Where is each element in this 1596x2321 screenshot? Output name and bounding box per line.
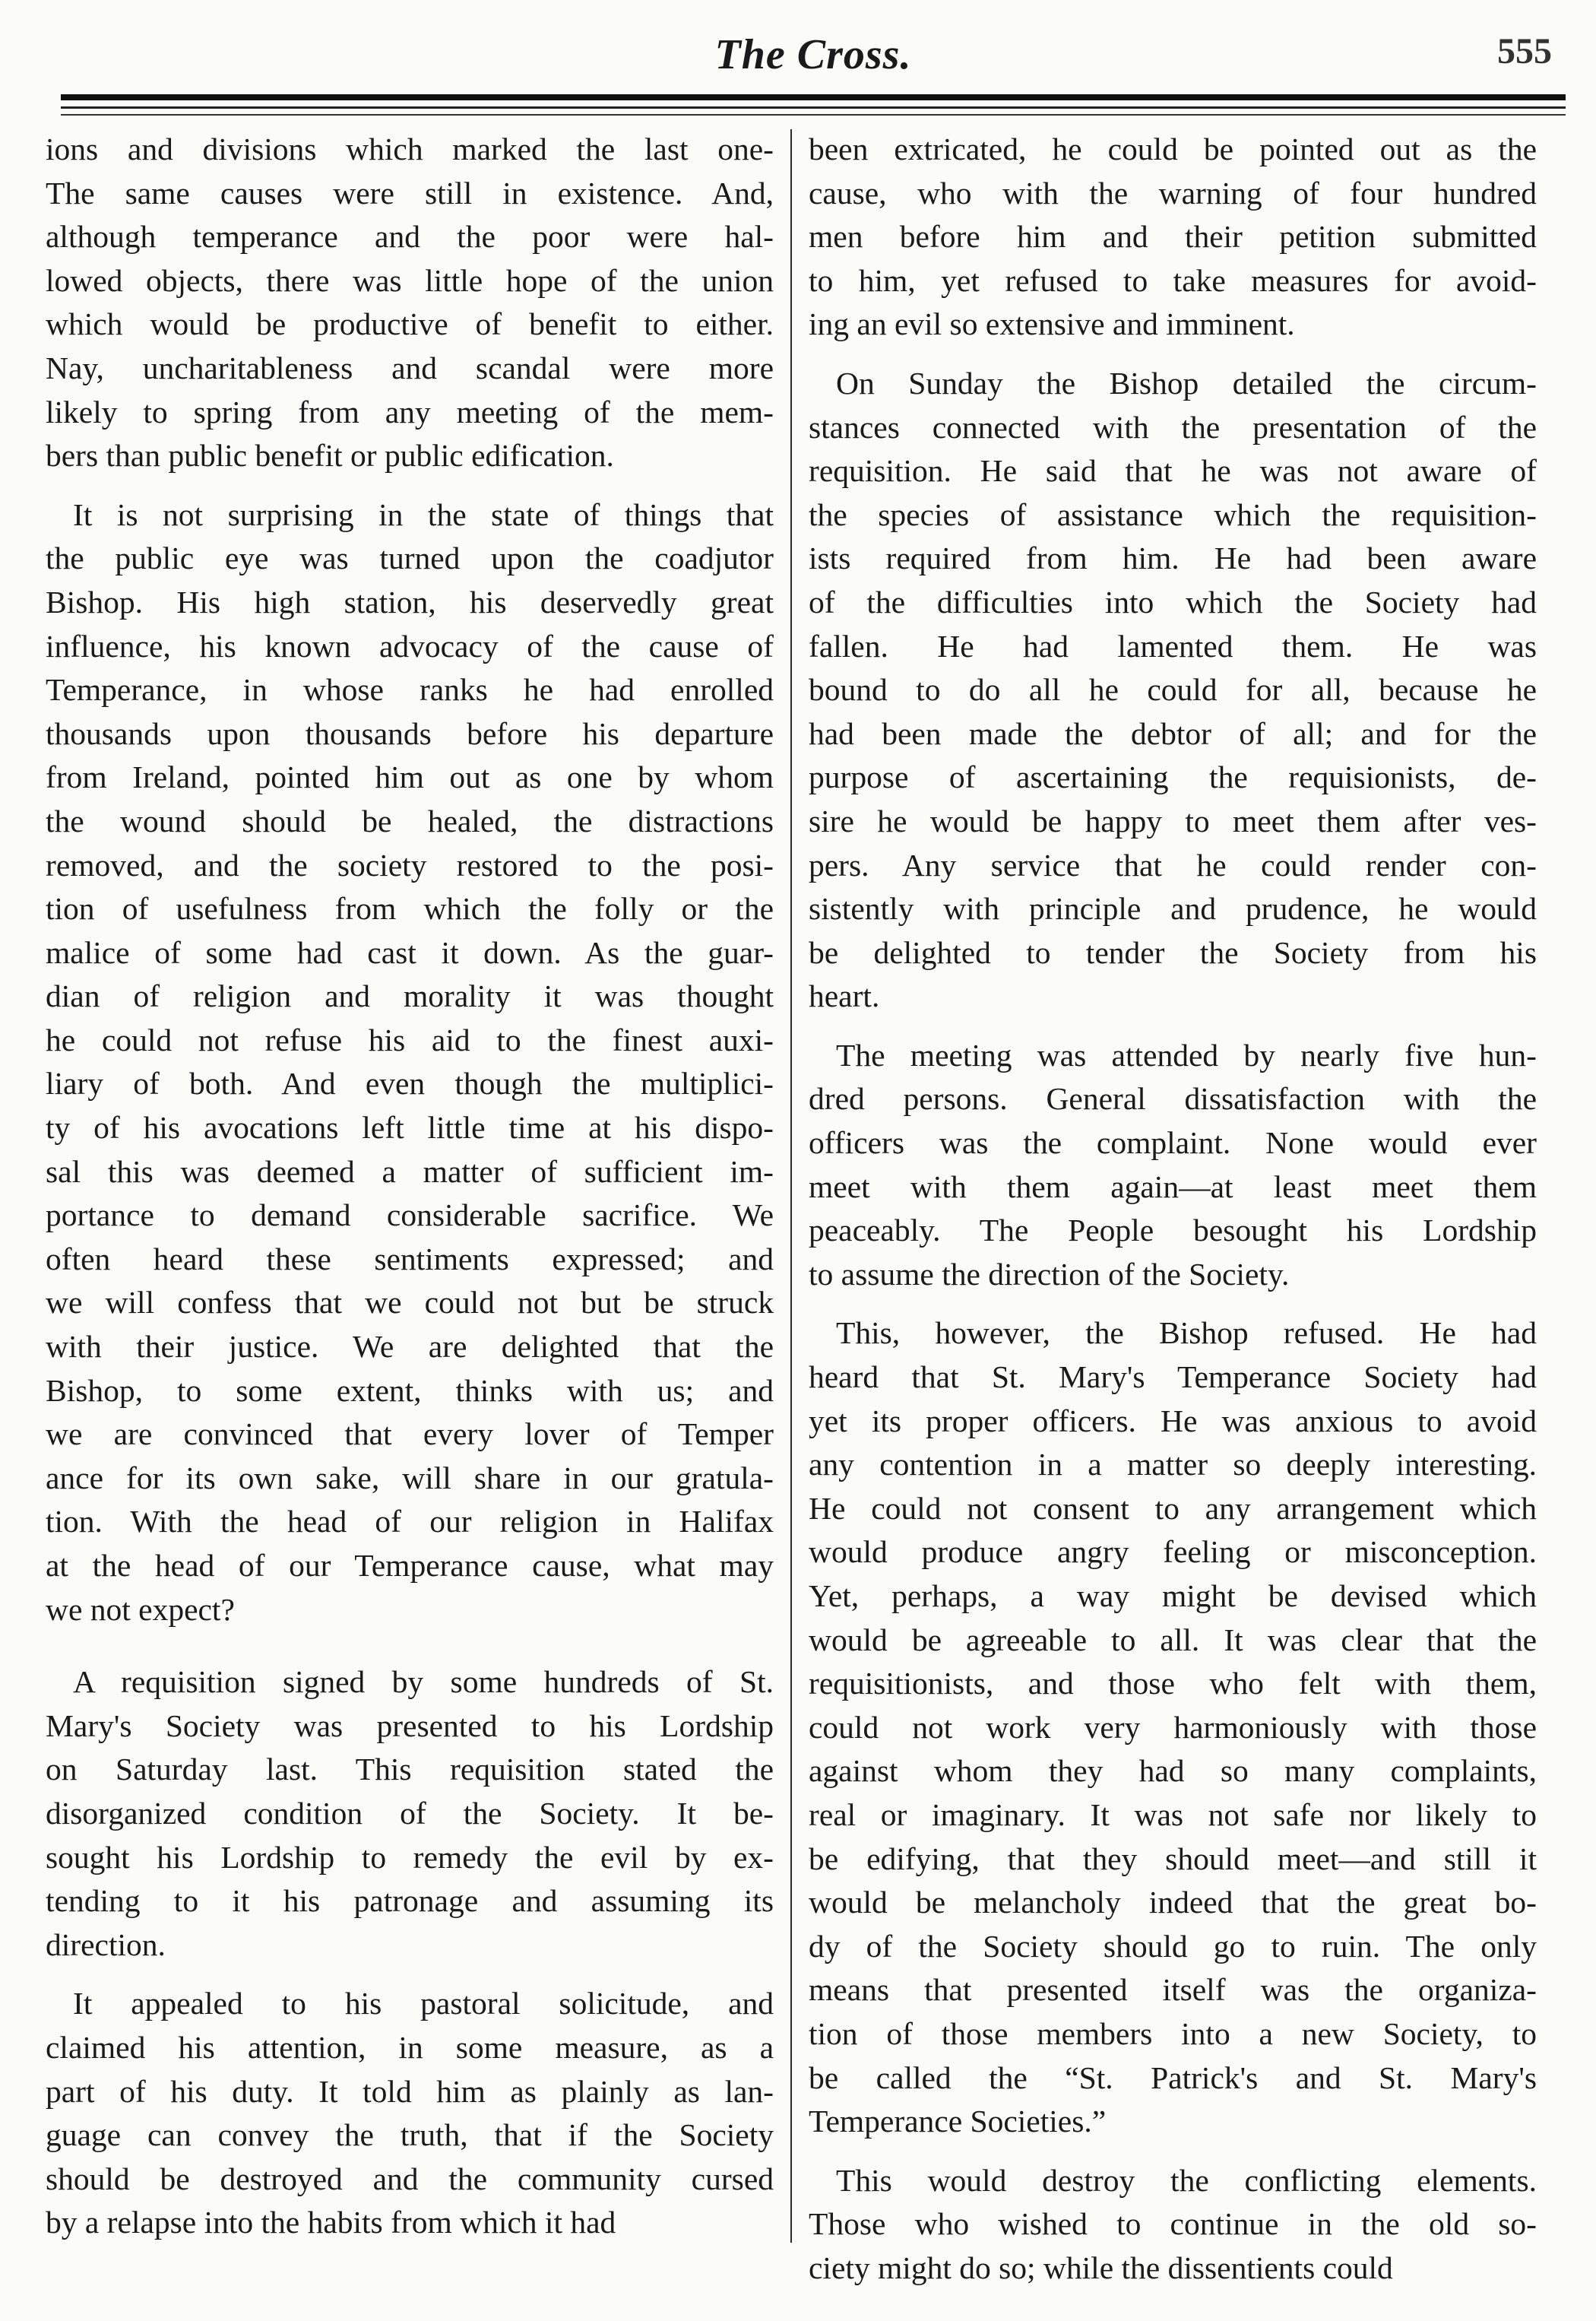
text-line: should be destroyed and the community cursed	[46, 2161, 774, 2196]
text-line: been extricated, he could be pointed out as the	[809, 132, 1537, 166]
text-line: real or imaginary. It was not safe nor likely to	[809, 1796, 1537, 1832]
text-line: tion of usefulness from which the folly or the	[46, 891, 774, 927]
text-line: ing an evil so extensive and imminent.	[809, 306, 1295, 342]
text-line: heart.	[809, 978, 880, 1014]
text-line: bers than public benefit or public edification.	[46, 438, 614, 474]
text-line: removed, and the society restored to the posi-	[46, 847, 774, 883]
text-line: Yet, perhaps, a way might be devised which	[809, 1578, 1537, 1613]
header-rule-thick	[61, 94, 1566, 100]
text-line: the public eye was turned upon the coadjutor	[46, 541, 774, 576]
text-line: claimed his attention, in some measure, as a	[46, 2029, 774, 2065]
text-line: A requisition signed by some hundreds of St.	[73, 1664, 774, 1700]
text-line: Mary's Society was presented to his Lordship	[46, 1707, 774, 1743]
text-line: part of his duty. It told him as plainly as lan-	[46, 2073, 774, 2109]
paragraph	[809, 1034, 1537, 1297]
text-line: On Sunday the Bishop detailed the circum-	[836, 365, 1537, 401]
text-line: yet its proper officers. He was anxious to avoid	[809, 1403, 1537, 1438]
text-line: ists required from him. He had been aware	[809, 541, 1537, 576]
text-line: It appealed to his pastoral solicitude, and	[73, 1986, 774, 2021]
text-line: fallen. He had lamented them. He was	[809, 628, 1537, 664]
text-line: men before him and their petition submitted	[809, 219, 1537, 255]
text-line: Temperance Societies.”	[809, 2104, 1107, 2139]
page-number: 555	[1497, 31, 1552, 71]
text-line: be called the “St. Patrick's and St. Mary's	[809, 2059, 1537, 2095]
paragraph	[809, 2159, 1537, 2291]
text-line: ions and divisions which marked the last one-	[46, 132, 774, 166]
text-line: dred persons. General dissatisfaction with the	[809, 1081, 1537, 1117]
text-line: sire he would be happy to meet them after ves-	[809, 803, 1537, 839]
text-line: often heard these sentiments expressed; and	[46, 1241, 774, 1276]
text-line: be edifying, that they should meet—and still it	[809, 1841, 1537, 1876]
text-line: sal this was deemed a matter of sufficient im-	[46, 1153, 774, 1189]
paragraph	[46, 128, 774, 478]
text-line: could not work very harmoniously with those	[809, 1709, 1537, 1745]
text-line: from Ireland, pointed him out as one by whom	[46, 759, 774, 795]
text-line: at the head of our Temperance cause, what may	[46, 1548, 774, 1583]
text-line: be delighted to tender the Society from his	[809, 934, 1537, 970]
paragraph	[809, 1311, 1537, 2143]
text-line: ciety might do so; while the dissentients could	[809, 2250, 1393, 2285]
text-line: disorganized condition of the Society. It be-	[46, 1795, 774, 1831]
text-line: would be melancholy indeed that the great bo-	[809, 1885, 1537, 1920]
text-line: would be agreeable to all. It was clear that the	[809, 1622, 1537, 1657]
text-line: to him, yet refused to take measures for avoid-	[809, 262, 1537, 298]
text-line: against whom they had so many complaints,	[809, 1753, 1537, 1789]
text-line: we not expect?	[46, 1591, 235, 1627]
text-line: of the difficulties into which the Society had	[809, 584, 1537, 620]
text-line: the species of assistance which the requisition-	[809, 496, 1537, 532]
paragraph	[809, 362, 1537, 1019]
text-line: requisition. He said that he was not aware of	[809, 453, 1537, 489]
text-line: requisitionists, and those who felt with them,	[809, 1666, 1537, 1701]
paragraph	[46, 1660, 774, 1967]
text-line: thousands upon thousands before his departure	[46, 715, 774, 751]
text-line: we are convinced that every lover of Temper	[46, 1416, 774, 1452]
text-line: meet with them again—at least meet them	[809, 1168, 1537, 1204]
paragraph	[809, 128, 1537, 347]
paragraph	[46, 1982, 774, 2245]
text-line: purpose of ascertaining the requisionists, de-	[809, 759, 1537, 795]
text-line: The same causes were still in existence. And,	[46, 175, 774, 211]
text-line: ty of his avocations left little time at his dispo-	[46, 1110, 774, 1146]
text-line: would produce angry feeling or misconception.	[809, 1534, 1537, 1570]
text-line: He could not consent to any arrangement which	[809, 1490, 1537, 1526]
text-line: means that presented itself was the organiza-	[809, 1972, 1537, 2008]
text-line: Those who wished to continue in the old so-	[809, 2206, 1537, 2242]
text-line: we will confess that we could not but be struck	[46, 1285, 774, 1321]
text-line: although temperance and the poor were hal-	[46, 219, 774, 255]
text-line: dy of the Society should go to ruin. The only	[809, 1928, 1537, 1964]
text-line: by a relapse into the habits from which it had	[46, 2205, 616, 2240]
paragraph	[46, 493, 774, 1631]
text-line: he could not refuse his aid to the finest auxi-	[46, 1022, 774, 1057]
text-line: with their justice. We are delighted that the	[46, 1329, 774, 1365]
text-line: malice of some had cast it down. As the guar-	[46, 934, 774, 970]
text-line: Bishop. His high station, his deservedly great	[46, 584, 774, 620]
running-title: The Cross.	[714, 31, 912, 78]
text-line: It is not surprising in the state of things that	[73, 496, 774, 532]
text-line: the wound should be healed, the distractions	[46, 803, 774, 839]
text-line: Bishop, to some extent, thinks with us; and	[46, 1372, 774, 1408]
text-line: This, however, the Bishop refused. He had	[836, 1315, 1537, 1351]
text-line: to assume the direction of the Society.	[809, 1256, 1290, 1292]
text-line: liary of both. And even though the multiplici-	[46, 1066, 774, 1102]
text-line: which would be productive of benefit to either.	[46, 306, 774, 342]
text-line: lowed objects, there was little hope of the union	[46, 262, 774, 298]
text-line: Nay, uncharitableness and scandal were more	[46, 350, 774, 385]
header-rule-thin	[61, 106, 1566, 109]
column-divider	[790, 129, 792, 2243]
text-line: on Saturday last. This requisition stated the	[46, 1752, 774, 1787]
text-line: sought his Lordship to remedy the evil by ex-	[46, 1839, 774, 1875]
text-line: bound to do all he could for all, because he	[809, 672, 1537, 708]
text-line: The meeting was attended by nearly five hun-	[836, 1037, 1537, 1073]
right-column	[809, 128, 1537, 2291]
text-line: cause, who with the warning of four hundred	[809, 175, 1537, 211]
page-header	[61, 17, 1566, 85]
text-line: ance for its own sake, will share in our gratula-	[46, 1460, 774, 1495]
text-line: any contention in a matter so deeply interesting.	[809, 1447, 1537, 1482]
text-line: guage can convey the truth, that if the Society	[46, 2117, 774, 2153]
text-line: direction.	[46, 1926, 166, 1962]
text-line: likely to spring from any meeting of the mem-	[46, 394, 774, 430]
text-line: tion. With the head of our religion in Halifax	[46, 1504, 774, 1539]
text-line: officers was the complaint. None would ever	[809, 1125, 1537, 1161]
text-line: tending to it his patronage and assuming its	[46, 1883, 774, 1919]
text-line: had been made the debtor of all; and for the	[809, 715, 1537, 751]
text-line: influence, his known advocacy of the cause of	[46, 628, 774, 664]
header-rule-thin-lower	[61, 114, 1566, 116]
text-line: sistently with principle and prudence, he would	[809, 891, 1537, 927]
text-line: Temperance, in whose ranks he had enrolled	[46, 672, 774, 708]
text-line: heard that St. Mary's Temperance Society had	[809, 1359, 1537, 1395]
text-line: pers. Any service that he could render con-	[809, 847, 1537, 883]
text-line: This would destroy the conflicting elements.	[836, 2162, 1537, 2198]
left-column	[46, 128, 774, 2245]
text-line: tion of those members into a new Society, to	[809, 2015, 1537, 2051]
text-line: peaceably. The People besought his Lordship	[809, 1213, 1537, 1248]
text-line: stances connected with the presentation of the	[809, 409, 1537, 445]
text-line: portance to demand considerable sacrifice. We	[46, 1197, 774, 1233]
text-line: dian of religion and morality it was thought	[46, 978, 774, 1014]
